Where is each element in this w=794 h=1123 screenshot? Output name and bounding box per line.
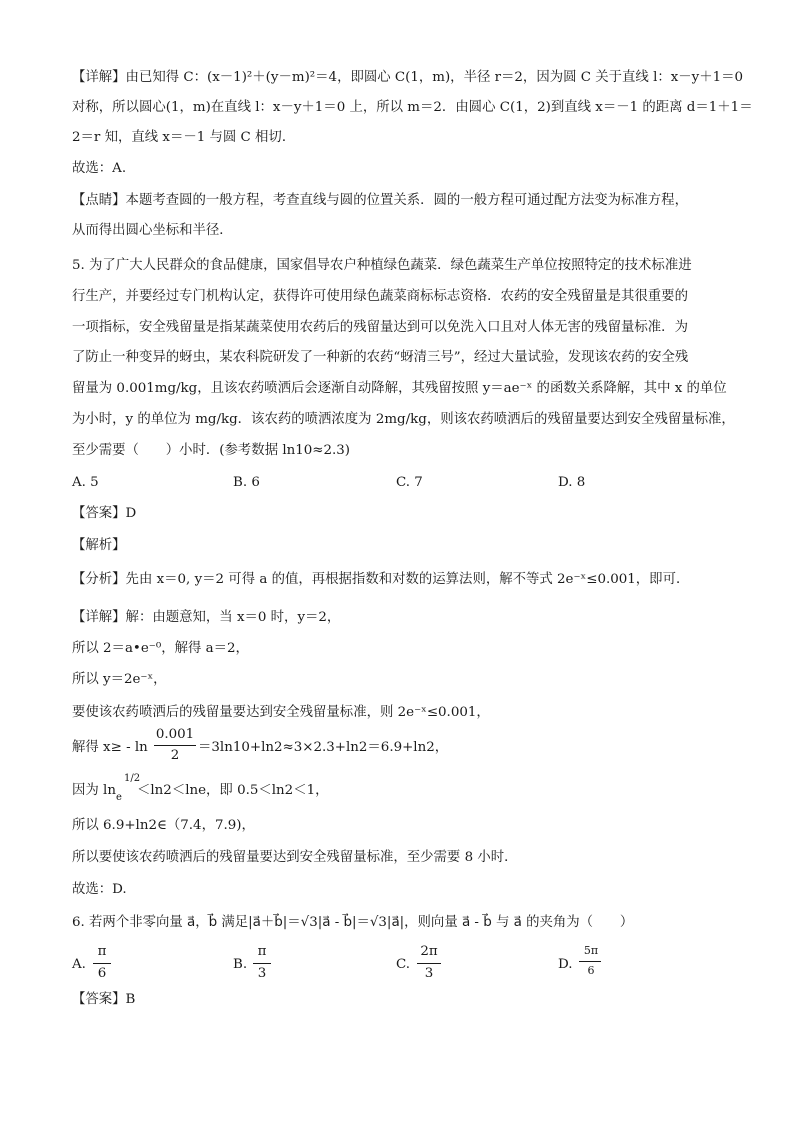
fraction-bar [253,963,271,964]
fraction-bar [579,961,601,962]
text-line: 为小时，y 的单位为 mg/kg．该农药的喷洒浓度为 2mg/kg，则该农药喷洒后的残留量要达到安全残留量标准， [72,412,735,427]
text-line: 所以 y＝2e⁻ˣ， [72,672,167,687]
text-line: 至少需要（ ）小时．(参考数据 ln10≈2.3) [72,443,351,458]
option-b-numerator: π [257,944,267,959]
text-line: 要使该农药喷洒后的残留量要达到安全残留量标准，则 2e⁻ˣ≤0.001， [72,705,490,720]
because-prefix: 因为 ln [72,783,116,798]
answer-label: 【答案】D [72,506,137,521]
option-c-label: C. [396,957,411,972]
log-base: e [116,792,122,803]
option-a-label: A. [72,957,86,972]
text-line: 留量为 0.001mg/kg，且该农药喷洒后会逐渐自动降解，其残留按照 y＝ae⁻ˣ 的函数关系降解，其中 x 的单位 [72,381,727,396]
text-line: 所以 2＝a•e⁻⁰，解得 a＝2， [72,641,249,656]
answer-label: 【答案】B [72,992,136,1007]
text-line: 从而得出圆心坐标和半径． [72,223,233,238]
text-line: 所以 6.9+ln2∈（7.4，7.9)， [72,818,255,833]
text-line: 【点睛】本题考查圆的一般方程，考查直线与圆的位置关系．圆的一般方程可通过配方法变为标准方程， [72,193,688,208]
text-line: 对称，所以圆心(1，m)在直线 l：x－y＋1＝0 上，所以 m＝2．由圆心 C(1，2)到直线 x＝－1 的距离 d＝1＋1＝ [72,100,753,115]
option-d-denominator: 6 [587,964,595,977]
option-d-label: D. [558,957,573,972]
option-b: B. 6 [233,475,260,490]
option-d-numerator: 5π [583,944,599,957]
text-line: 【详解】由已知得 C：(x－1)²＋(y－m)²＝4，即圆心 C(1，m)，半径 r＝2，因为圆 C 关于直线 l：x－y＋1＝0 [72,70,744,85]
because-suffix: ＜ln2＜lne，即 0.5＜ln2＜1， [137,783,329,798]
option-a-denominator: 6 [97,966,107,981]
fraction-bar [154,745,196,746]
text-line: 了防止一种变异的蚜虫，某农科院研发了一种新的农药“蚜清三号”，经过大量试验，发现该农药的安全残 [72,350,689,365]
text-line: 所以要使该农药喷洒后的残留量要达到安全残留量标准，至少需要 8 小时． [72,850,518,865]
text-line: 故选：D. [72,882,127,897]
text-line: 2＝r 知，直线 x＝－1 与圆 C 相切． [72,130,296,145]
option-a-numerator: π [97,944,107,959]
question-6-stem: 6. 若两个非零向量 a⃗，b⃗ 满足|a⃗＋b⃗|＝√3|a⃗ - b⃗|＝√3|a⃗|，则向量 a⃗ - b⃗ 与 a⃗ 的夹角为（ ） [72,915,634,930]
option-c: C. 7 [396,475,423,490]
solve-prefix: 解得 x≥ - ln [72,740,148,755]
fraction-bar [417,963,441,964]
solve-suffix: ＝3ln10+ln2≈3×2.3+ln2＝6.9+ln2， [198,740,449,755]
option-d: D. 8 [558,475,586,490]
analysis-text: 【分析】先由 x＝0, y＝2 可得 a 的值，再根据指数和对数的运算法则，解不等式 2e⁻ˣ≤0.001，即可． [72,572,690,587]
fraction-bar [93,963,111,964]
log-exponent: 1/2 [124,773,141,784]
text-line: 【详解】解：由题意知，当 x＝0 时，y＝2， [72,610,341,625]
question-5-stem: 5. 为了广大人民群众的食品健康，国家倡导农户种植绿色蔬菜．绿色蔬菜生产单位按照特定的技术标准进 [72,258,692,273]
analysis-heading: 【解析】 [72,538,126,553]
fraction-numerator: 0.001 [155,727,195,742]
text-line: 一项指标，安全残留量是指某蔬菜使用农药后的残留量达到可以免洗入口且对人体无害的残留量标准．为 [72,320,688,335]
text-line: 行生产，并要经过专门机构认定，获得许可使用绿色蔬菜商标标志资格．农药的安全残留量是其很重要的 [72,289,688,304]
option-b-denominator: 3 [257,966,267,981]
option-c-numerator: 2π [420,944,438,959]
option-c-denominator: 3 [424,966,434,981]
fraction-denominator: 2 [170,748,180,763]
text-line: 故选：A. [72,161,127,176]
option-a: A. 5 [72,475,99,490]
option-b-label: B. [233,957,248,972]
